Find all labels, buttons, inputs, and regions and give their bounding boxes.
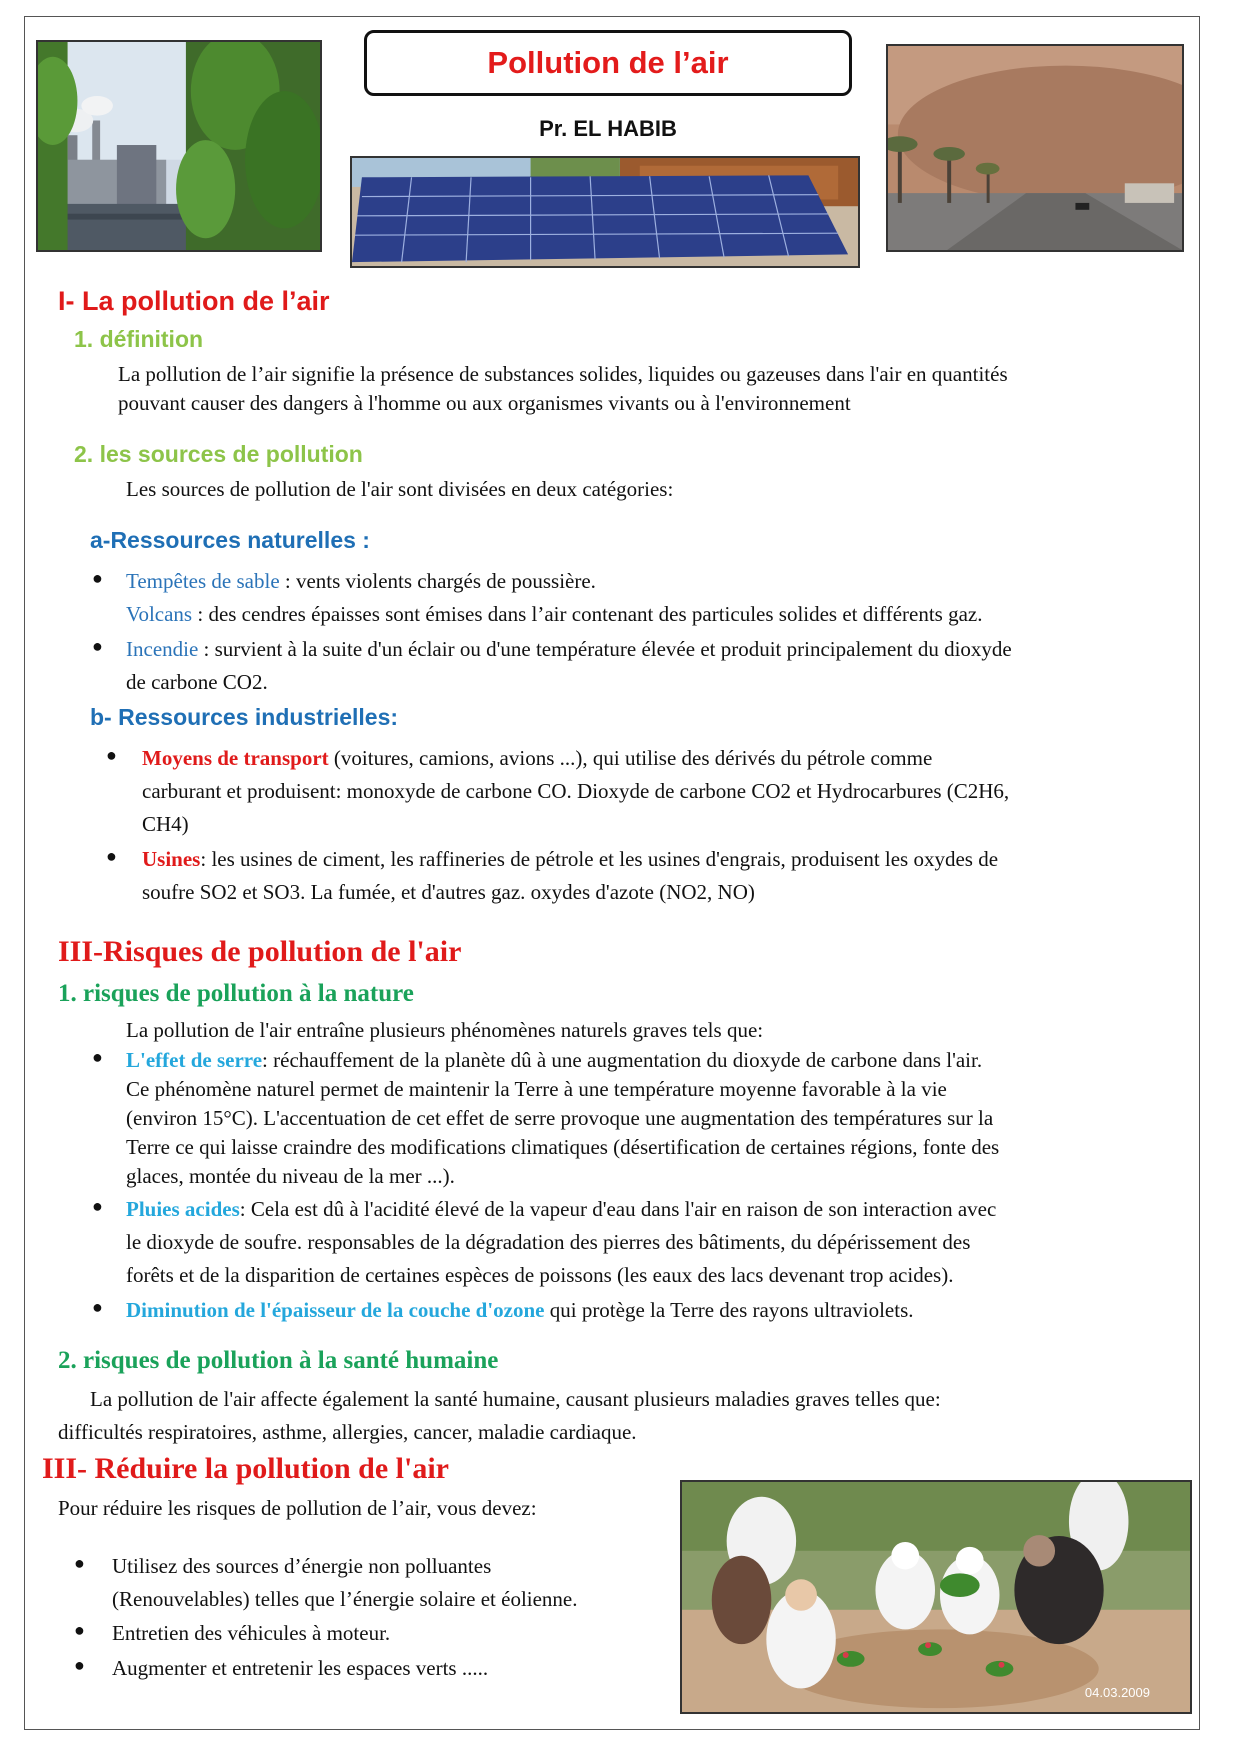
definition-heading: 1. définition [74,326,204,352]
nature-risks-intro: La pollution de l'air entraîne plusieurs phénomènes naturels graves tels que: [126,1018,764,1042]
health-risks-line-2: difficultés respiratoires, asthme, allergies, cancer, maladie cardiaque. [58,1420,637,1444]
acid-rain-line-2: le dioxyde de soufre. responsables de la dégradation des pierres des bâtiments, du dépérissement des [126,1230,971,1254]
bullet-icon: ● [92,1196,103,1216]
ozone-item: Diminution de l'épaisseur de la couche d'ozone qui protège la Terre des rayons ultraviolets. [126,1298,914,1322]
bullet-icon: ● [74,1553,85,1573]
bullet-icon: ● [106,846,117,866]
greenhouse-line-2: Ce phénomène naturel permet de maintenir la Terre à une température moyenne favorable à la vie [126,1077,947,1101]
page-title: Pollution de l’air [364,30,852,96]
acid-rain-line-3: forêts et de la disparition de certaines espèces de poissons (les eaux des lacs devenant trop acides). [126,1263,954,1287]
natural-item-volcano: Volcans : des cendres épaisses sont émises dans l’air contenant des particules solides et différents gaz. [126,602,983,626]
bullet-icon: ● [106,745,117,765]
section-2-heading: III-Risques de pollution de l'air [58,935,462,968]
natural-item-fire-line-2: de carbone CO2. [126,670,268,694]
greenhouse-effect-item: L'effet de serre: réchauffement de la planète dû à une augmentation du dioxyde de carbone dans l'air. [126,1048,983,1072]
bullet-icon: ● [92,636,103,656]
tree-planting-photo [680,1480,1192,1714]
industrial-sources-heading: b- Ressources industrielles: [90,704,399,730]
industrial-city-photo [36,40,322,252]
natural-item-sandstorm: Tempêtes de sable : vents violents chargés de poussière. [126,569,596,593]
greenhouse-line-4: Terre ce qui laisse craindre des modifications climatiques (désertification de certaines régions, fonte des [126,1135,1000,1159]
section-3-heading: III- Réduire la pollution de l'air [42,1452,449,1485]
natural-item-fire: Incendie : survient à la suite d'un éclair ou d'une température élevée et produit principalement du dioxyde [126,637,1012,661]
industrial-item-factories-line-2: soufre SO2 et SO3. La fumée, et d'autres gaz. oxydes d'azote (NO2, NO) [142,880,755,904]
photo-date-stamp: 04.03.2009 [1084,1685,1150,1700]
greenhouse-line-3: (environ 15°C). L'accentuation de cet effet de serre provoque une augmentation des températures sur la [126,1106,994,1130]
health-risks-heading: 2. risques de pollution à la santé humaine [58,1347,499,1374]
definition-line-2: pouvant causer des dangers à l'homme ou aux organismes vivants ou à l'environnement [118,391,851,415]
reduce-item-renewable-line-2: (Renouvelables) telles que l’énergie solaire et éolienne. [112,1587,578,1611]
sandstorm-photo [886,44,1184,252]
industrial-item-transport: Moyens de transport (voitures, camions, avions ...), qui utilise des dérivés du pétrole comme [142,746,933,770]
bullet-icon: ● [92,568,103,588]
bullet-icon: ● [74,1655,85,1675]
natural-sources-heading: a-Ressources naturelles : [90,527,370,553]
nature-risks-heading: 1. risques de pollution à la nature [58,980,414,1007]
bullet-icon: ● [92,1297,103,1317]
definition-line-1: La pollution de l’air signifie la présence de substances solides, liquides ou gazeuses dans l'air en quantités [118,362,1008,386]
section-1-heading: I- La pollution de l’air [58,286,330,316]
industrial-item-transport-line-2: carburant et produisent: monoxyde de carbone CO. Dioxyde de carbone CO2 et Hydrocarbures (C2H6, [142,779,1010,803]
author-name: Pr. EL HABIB [539,116,677,141]
sources-heading: 2. les sources de pollution [74,441,363,467]
bullet-icon: ● [74,1620,85,1640]
reduce-item-green-spaces: Augmenter et entretenir les espaces verts ..... [112,1656,489,1680]
industrial-item-factories: Usines: les usines de ciment, les raffineries de pétrole et les usines d'engrais, produisent les oxydes de [142,847,999,871]
reduce-item-vehicles: Entretien des véhicules à moteur. [112,1621,391,1645]
health-risks-line-1: La pollution de l'air affecte également la santé humaine, causant plusieurs maladies graves telles que: [90,1387,941,1411]
industrial-item-transport-line-3: CH4) [142,812,189,836]
reduce-intro: Pour réduire les risques de pollution de l’air, vous devez: [58,1496,537,1520]
greenhouse-line-5: glaces, montée du niveau de la mer ...). [126,1164,455,1188]
solar-panels-photo [350,156,860,268]
sources-intro: Les sources de pollution de l'air sont divisées en deux catégories: [126,477,674,501]
bullet-icon: ● [92,1047,103,1067]
reduce-item-renewable: Utilisez des sources d’énergie non polluantes [112,1554,492,1578]
acid-rain-item: Pluies acides: Cela est dû à l'acidité élevé de la vapeur d'eau dans l'air en raison de son interaction avec [126,1197,997,1221]
